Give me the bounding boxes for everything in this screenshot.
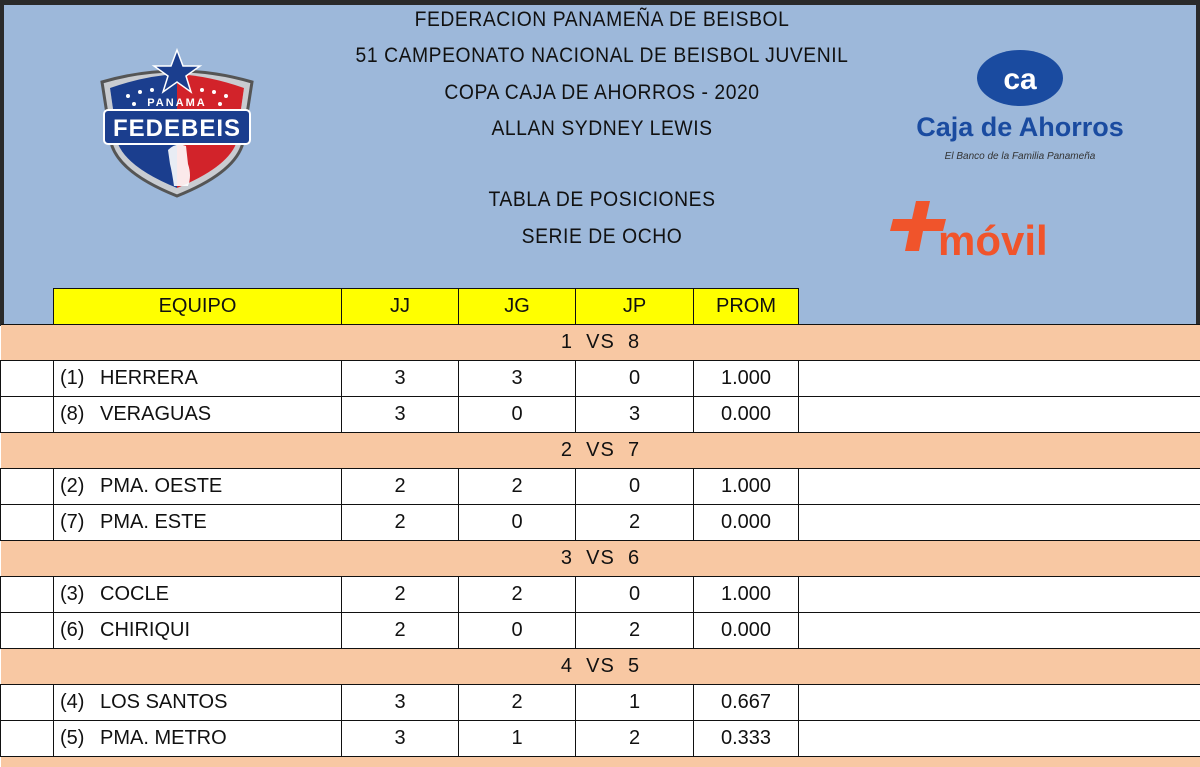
column-header-jj: JJ	[342, 289, 459, 325]
jj-cell: 2	[342, 469, 459, 505]
jp-cell: 2	[576, 613, 694, 649]
matchup-label: 1 VS 8	[1, 325, 1200, 361]
jj-cell: 2	[342, 613, 459, 649]
team-cell	[54, 721, 342, 757]
matchup-row	[1, 325, 1200, 361]
matchup-label: 3 VS 6	[1, 541, 1200, 577]
jg-cell: 2	[459, 577, 576, 613]
matchup-label: 4 VS 5	[1, 649, 1200, 685]
prom-cell: 0.000	[694, 613, 799, 649]
jg-cell: 3	[459, 361, 576, 397]
team-name: PMA. ESTE	[100, 511, 207, 533]
jp-cell: 1	[576, 685, 694, 721]
team-row	[1, 361, 1200, 397]
matchup-row	[1, 649, 1200, 685]
jp-cell: 0	[576, 361, 694, 397]
team-seed: (2)	[60, 475, 85, 497]
prom-cell: 0.000	[694, 505, 799, 541]
team-seed: (3)	[60, 583, 85, 605]
fedebeis-main-text: FEDEBEIS	[112, 115, 242, 142]
jg-cell: 0	[459, 505, 576, 541]
jj-cell: 3	[342, 685, 459, 721]
standings-body	[1, 325, 1200, 767]
prom-cell: 1.000	[694, 361, 799, 397]
team-cell	[54, 397, 342, 433]
federation-title: FEDERACION PANAMEÑA DE BEISBOL	[414, 8, 790, 31]
team-seed: (1)	[60, 367, 85, 389]
jj-cell: 2	[342, 505, 459, 541]
caja-mark-text: ca	[1003, 63, 1037, 96]
jp-cell: 0	[576, 469, 694, 505]
series-title: SERIE DE OCHO	[521, 225, 683, 248]
caja-name-text: Caja de Ahorros	[916, 112, 1124, 142]
matchup-label: 2 VS 7	[1, 433, 1200, 469]
jp-cell: 2	[576, 721, 694, 757]
team-name: CHIRIQUI	[100, 619, 190, 641]
matchup-row	[1, 541, 1200, 577]
jp-cell: 2	[576, 505, 694, 541]
caja-de-ahorros-logo	[880, 46, 1160, 171]
team-name: COCLE	[100, 583, 169, 605]
jg-cell: 1	[459, 721, 576, 757]
column-header-jg: JG	[459, 289, 576, 325]
honoree-title: ALLAN SYDNEY LEWIS	[491, 117, 713, 140]
prom-cell: 0.667	[694, 685, 799, 721]
team-cell	[54, 613, 342, 649]
team-seed: (7)	[60, 511, 85, 533]
fedebeis-panama-text: PANAMA	[147, 97, 207, 109]
fedebeis-logo	[92, 46, 262, 201]
column-header-prom: PROM	[694, 289, 799, 325]
cup-title: COPA CAJA DE AHORROS - 2020	[444, 81, 760, 104]
matchup-row	[1, 433, 1200, 469]
column-header-row	[1, 289, 1200, 325]
team-cell	[54, 505, 342, 541]
bottom-strip	[1, 757, 1200, 767]
jj-cell: 3	[342, 721, 459, 757]
team-cell	[54, 469, 342, 505]
column-header-jp: JP	[576, 289, 694, 325]
team-row	[1, 721, 1200, 757]
caja-tagline-text: El Banco de la Familia Panameña	[944, 151, 1096, 162]
team-seed: (5)	[60, 727, 85, 749]
prom-cell: 1.000	[694, 469, 799, 505]
prom-cell: 0.333	[694, 721, 799, 757]
team-seed: (8)	[60, 403, 85, 425]
team-name: PMA. METRO	[100, 727, 227, 749]
jj-cell: 2	[342, 577, 459, 613]
team-row	[1, 613, 1200, 649]
prom-cell: 1.000	[694, 577, 799, 613]
jj-cell: 3	[342, 361, 459, 397]
team-cell	[54, 685, 342, 721]
team-name: VERAGUAS	[100, 403, 212, 425]
jp-cell: 3	[576, 397, 694, 433]
team-seed: (6)	[60, 619, 85, 641]
movil-text: móvil	[938, 217, 1048, 264]
team-row	[1, 577, 1200, 613]
team-seed: (4)	[60, 691, 85, 713]
team-row	[1, 505, 1200, 541]
table-title: TABLA DE POSICIONES	[488, 188, 716, 211]
mas-movil-logo	[886, 195, 1092, 265]
prom-cell: 0.000	[694, 397, 799, 433]
team-cell	[54, 361, 342, 397]
column-header-equipo: EQUIPO	[54, 289, 342, 325]
jg-cell: 0	[459, 397, 576, 433]
jg-cell: 2	[459, 469, 576, 505]
team-name: LOS SANTOS	[100, 691, 228, 713]
jp-cell: 0	[576, 577, 694, 613]
team-row	[1, 469, 1200, 505]
team-cell	[54, 577, 342, 613]
jg-cell: 0	[459, 613, 576, 649]
team-row	[1, 685, 1200, 721]
jj-cell: 3	[342, 397, 459, 433]
championship-title: 51 CAMPEONATO NACIONAL DE BEISBOL JUVENIL	[355, 44, 849, 67]
jg-cell: 2	[459, 685, 576, 721]
standings-table	[0, 288, 1200, 767]
team-row	[1, 397, 1200, 433]
team-name: HERRERA	[100, 367, 198, 389]
team-name: PMA. OESTE	[100, 475, 223, 497]
